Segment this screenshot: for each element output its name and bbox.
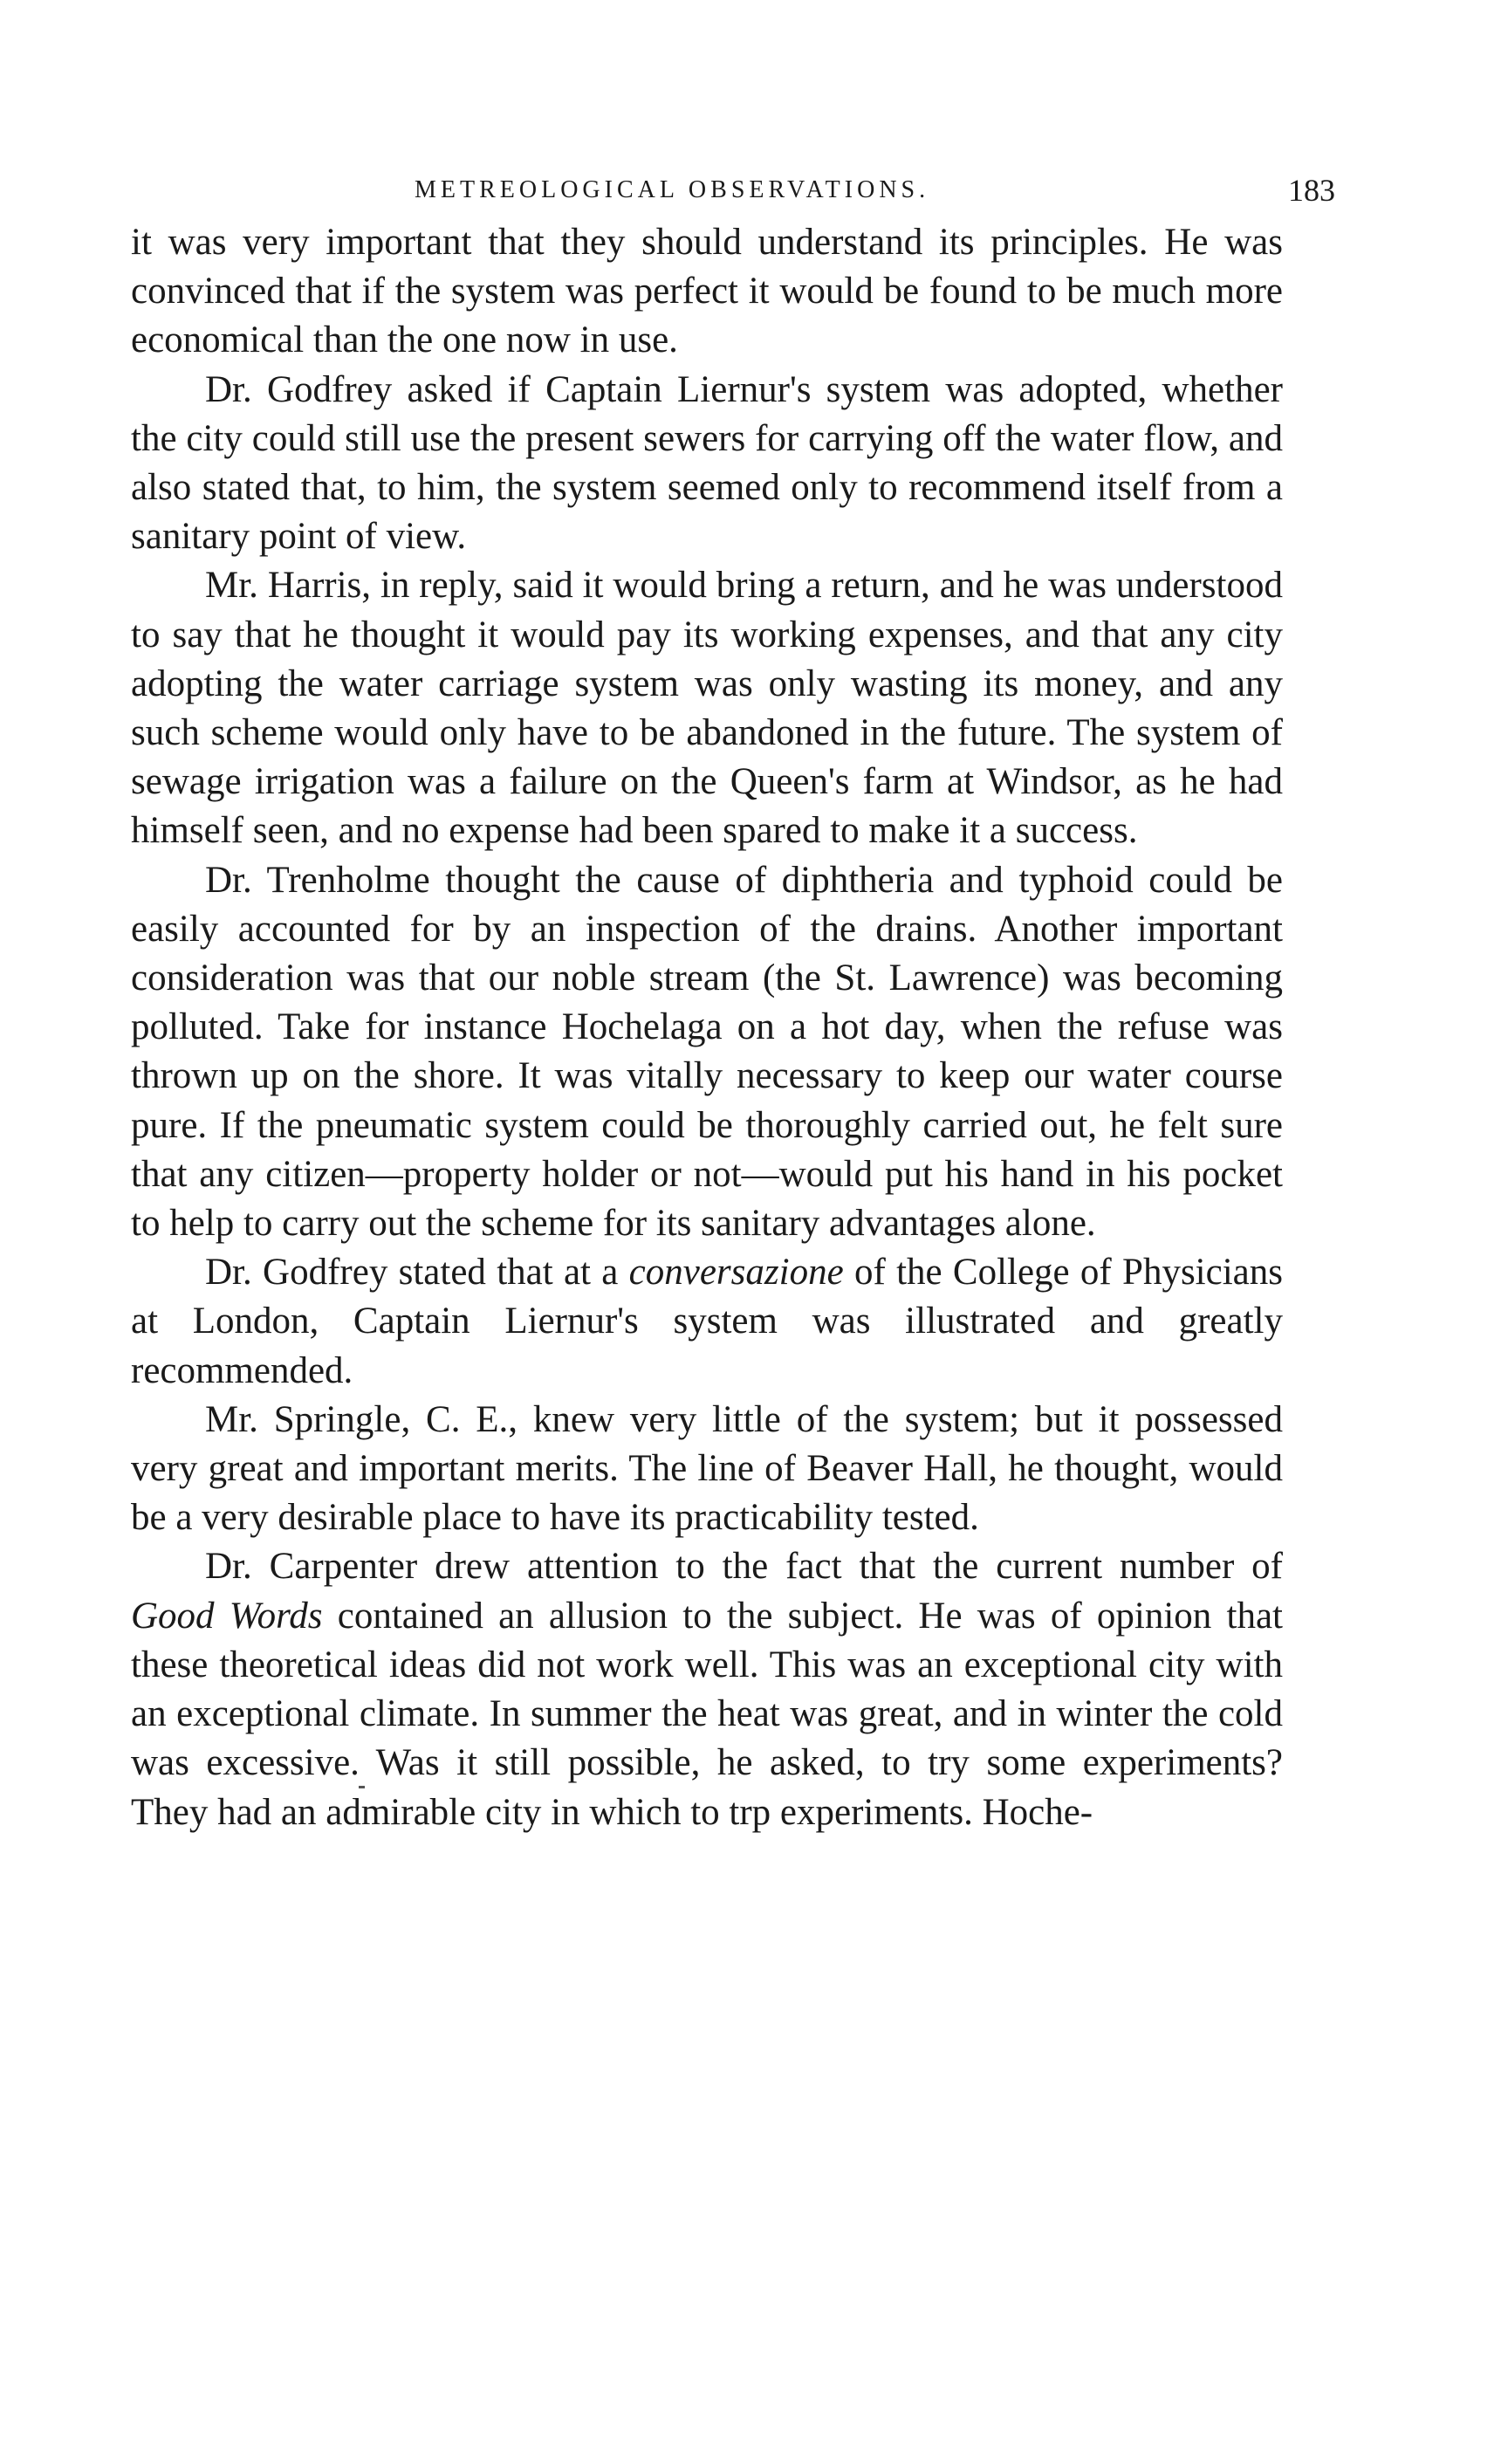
paragraph-text-before: Dr. Godfrey stated that at a [205,1252,629,1294]
paragraph-godfrey-conversazione [131,1248,1283,1396]
paragraph-trenholme [131,856,1283,1249]
paragraph-text: Mr. Springle, C. E., knew very little of the system; but it possessed very great and important merits. The line of Beaver Hall, he thought, would be a very desirable place to have its practicability tested. [131,1398,1283,1539]
italic-term: conversazione [628,1252,844,1294]
paragraph-text-after: contained an allusion to the subject. He was of opinion that these theoretical ideas did not work well. This was an exceptional city with an exceptional climate. In summer the heat was great, and in winter the cold was excessive. Was it still possible, he asked, to try some experiments? They had an admirable city in which to trp experiments. Hoche- [131,1595,1283,1833]
paragraph-text: Mr. Harris, in reply, said it would bring a return, and he was understood to say that he thought it would pay its working expenses, and that any city adopting the water carriage system was only wasting its money, and any such scheme would only have to be abandoned in the future. The system of sewage irrigation was a failure on the Queen's farm at Windsor, as he had himself seen, and no expense had been spared to make it a success. [131,565,1283,852]
paragraph-godfrey-question [131,366,1283,562]
printer-mark [359,1786,365,1788]
running-head [131,171,1353,209]
paragraph-text-before: Dr. Carpenter drew attention to the fact that the current number of [205,1546,1283,1588]
paragraph-text-after: of the College of Physicians at London, Captain Liernur's system was illustrated and greatly recommended. [131,1252,1283,1391]
paragraph-continued [131,218,1283,366]
italic-title: Good Words [131,1595,323,1637]
paragraph-text: Dr. Godfrey asked if Captain Liernur's system was adopted, whether the city could still use the present sewers for carrying off the water flow, and also stated that, to him, the system seemed only to recommend itself from a sanitary point of view. [131,368,1283,558]
body-text [131,218,1283,1837]
paragraph-text: it was very important that they should understand its principles. He was convinced that if the system was perfect it would be found to be much more economical than the one now in use. [131,222,1283,361]
page-number: 183 [1288,173,1335,208]
paragraph-text: Dr. Trenholme thought the cause of diphtheria and typhoid could be easily accounted for by an inspection of the drains. Another important consideration was that our noble stream (the St. Lawrence) was becoming polluted. Take for instance Hochelaga on a hot day, when the refuse was thrown up on the shore. It was vitally necessary to keep our water course pure. If the pneumatic system could be thoroughly carried out, he felt sure that any citizen—property holder or not—would put his hand in his pocket to help to carry out the scheme for its sanitary advantages alone. [131,859,1283,1245]
running-title: METREOLOGICAL OBSERVATIONS. [415,176,930,203]
paragraph-carpenter [131,1542,1283,1836]
paragraph-harris-reply [131,561,1283,855]
paragraph-springle [131,1396,1283,1543]
